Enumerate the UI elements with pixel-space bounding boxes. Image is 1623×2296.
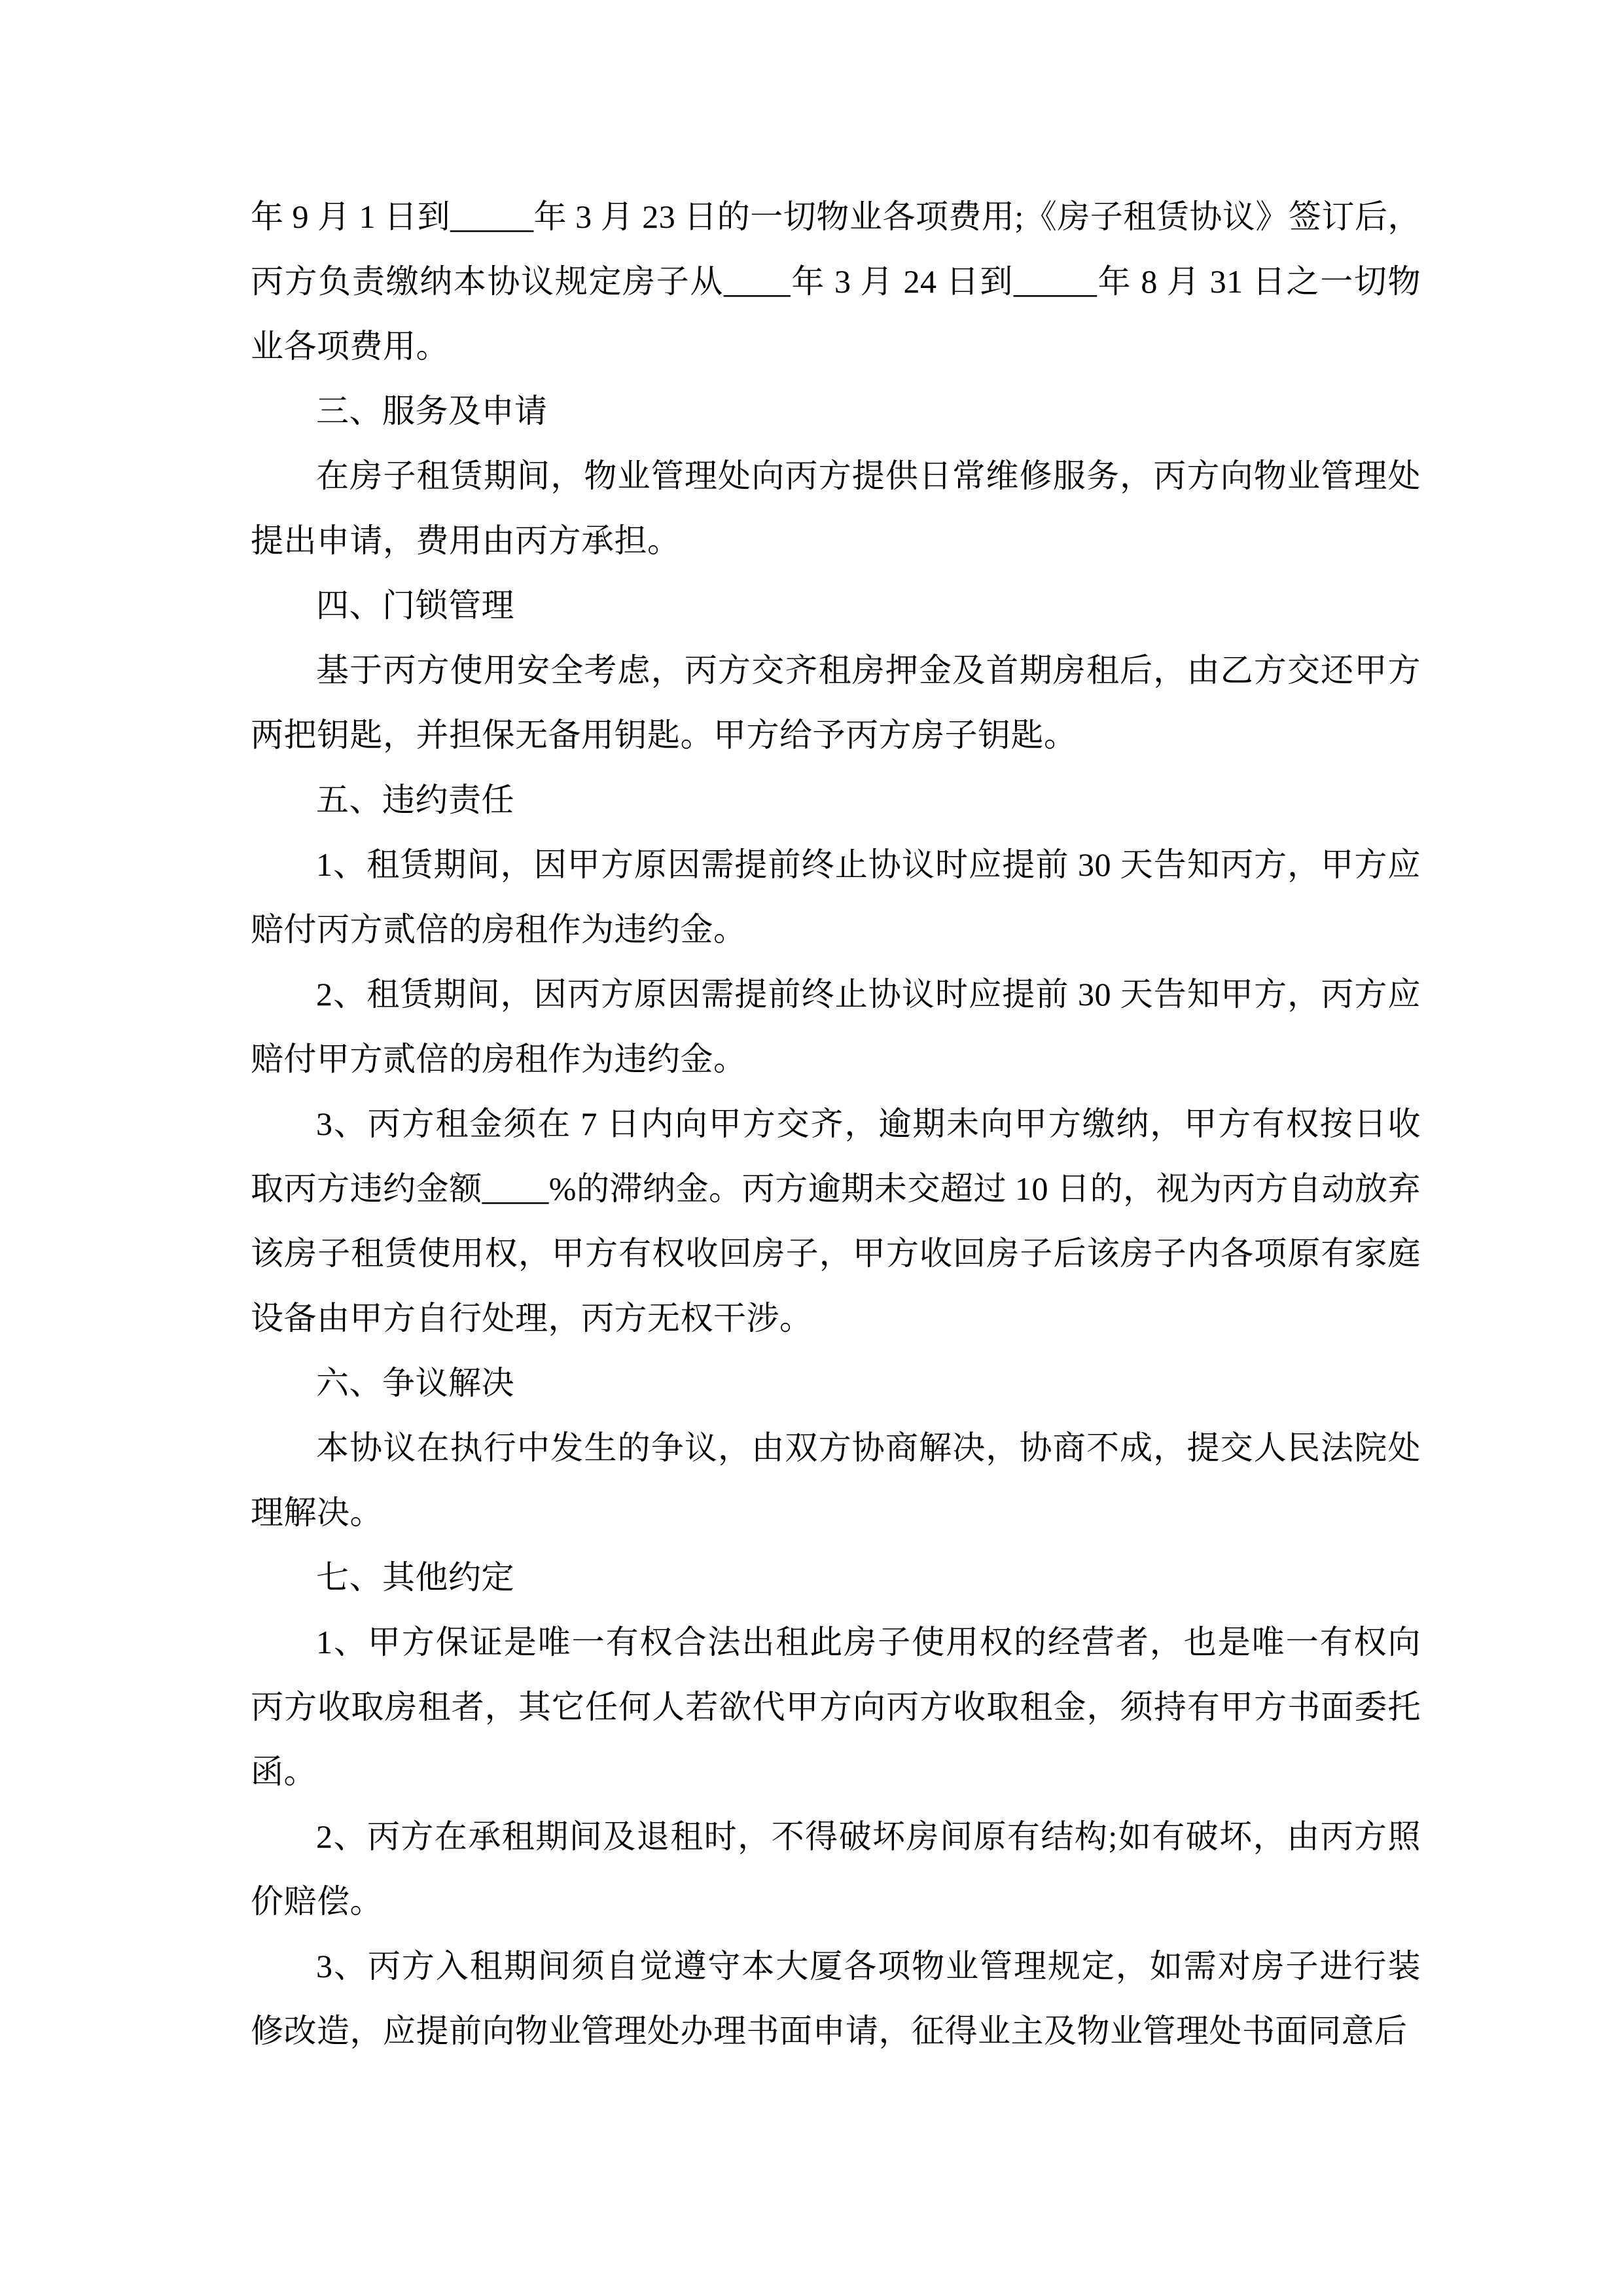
paragraph-7: 1、租赁期间，因甲方原因需提前终止协议时应提前 30 天告知丙方，甲方应赔付丙方贰倍的房租作为违约金。 <box>251 846 1421 948</box>
paragraph-15: 3、丙方入租期间须自觉遵守本大厦各项物业管理规定，如需对房子进行装修改造，应提前向物业管理处办理书面申请，征得业主及物业管理处书面同意后 <box>251 1948 1421 2049</box>
paragraph-14: 2、丙方在承租期间及退租时，不得破坏房间原有结构;如有破坏，由丙方照价赔偿。 <box>251 1818 1421 1920</box>
document-body <box>251 185 1421 2064</box>
paragraph-10: 六、争议解决 <box>316 1365 514 1401</box>
paragraph-4: 四、门锁管理 <box>316 587 514 624</box>
paragraph-1: 年 9 月 1 日到_____年 3 月 23 日的一切物业各项费用;《房子租赁协议》签订后，丙方负责缴纳本协议规定房子从____年 3 月 24 日到_____年 8 月 31 日之一切物业各项费用。 <box>251 198 1421 365</box>
paragraph-5: 基于丙方使用安全考虑，丙方交齐租房押金及首期房租后，由乙方交还甲方两把钥匙，并担保无备用钥匙。甲方给予丙方房子钥匙。 <box>251 652 1421 753</box>
paragraph-13: 1、甲方保证是唯一有权合法出租此房子使用权的经营者，也是唯一有权向丙方收取房租者，其它任何人若欲代甲方向丙方收取租金，须持有甲方书面委托函。 <box>251 1624 1421 1790</box>
paragraph-2: 三、服务及申请 <box>316 393 548 429</box>
paragraph-3: 在房子租赁期间，物业管理处向丙方提供日常维修服务，丙方向物业管理处提出申请，费用由丙方承担。 <box>251 457 1421 559</box>
paragraph-8: 2、租赁期间，因丙方原因需提前终止协议时应提前 30 天告知甲方，丙方应赔付甲方贰倍的房租作为违约金。 <box>251 976 1421 1077</box>
paragraph-9: 3、丙方租金须在 7 日内向甲方交齐，逾期未向甲方缴纳，甲方有权按日收取丙方违约金额____%的滞纳金。丙方逾期未交超过 10 日的，视为丙方自动放弃该房子租赁使用权，甲方有权收回房子，甲方收回房子后该房子内各项原有家庭设备由甲方自行处理，丙方无权干涉。 <box>251 1105 1421 1336</box>
paragraph-12: 七、其他约定 <box>316 1559 514 1596</box>
paragraph-6: 五、违约责任 <box>316 781 514 818</box>
paragraph-11: 本协议在执行中发生的争议，由双方协商解决，协商不成，提交人民法院处理解决。 <box>251 1429 1421 1531</box>
